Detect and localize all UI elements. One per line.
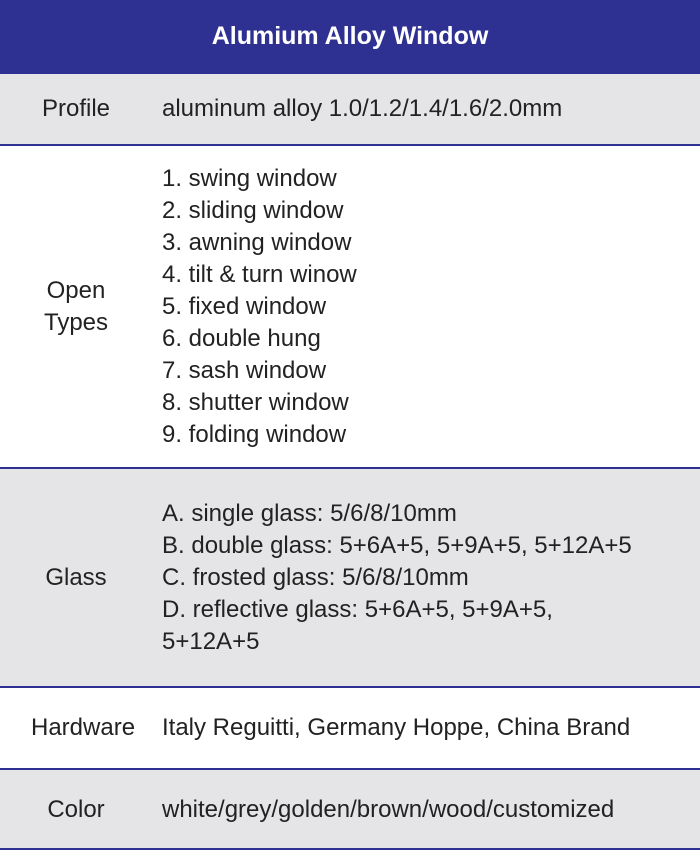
list-item: 4. tilt & turn winow — [162, 260, 357, 288]
list-item: 9. folding window — [162, 420, 347, 448]
row-label — [0, 146, 152, 467]
row-value — [152, 74, 700, 144]
hardware-value: Italy Reguitti, Germany Hoppe, China Brand — [162, 714, 631, 741]
glass-label: Glass — [45, 563, 107, 591]
row-hardware — [0, 688, 700, 770]
list-item: 7. sash window — [162, 356, 327, 384]
row-open-types — [0, 146, 700, 469]
hardware-label: Hardware — [31, 714, 136, 741]
list-item: 1. swing window — [162, 164, 337, 192]
row-value — [152, 469, 700, 686]
row-profile — [0, 74, 700, 146]
list-item: 5. fixed window — [162, 292, 327, 320]
profile-label: Profile — [41, 95, 111, 122]
row-label — [0, 688, 152, 768]
list-item: 2. sliding window — [162, 196, 344, 224]
row-label — [0, 469, 152, 686]
list-item: D. reflective glass: 5+6A+5, 5+9A+5, — [162, 595, 553, 623]
open-types-label: Open Types — [43, 276, 109, 336]
color-value: white/grey/golden/brown/wood/customized — [162, 796, 615, 823]
row-value — [152, 146, 700, 467]
row-value — [152, 688, 700, 768]
row-value — [152, 770, 700, 850]
row-label — [0, 770, 152, 850]
profile-value: aluminum alloy 1.0/1.2/1.4/1.6/2.0mm — [162, 95, 563, 122]
row-glass — [0, 469, 700, 688]
color-label: Color — [47, 796, 105, 823]
list-item: 3. awning window — [162, 228, 352, 256]
list-item: C. frosted glass: 5/6/8/10mm — [162, 563, 469, 591]
list-item: B. double glass: 5+6A+5, 5+9A+5, 5+12A+5 — [162, 531, 632, 559]
row-color — [0, 770, 700, 850]
list-item: 5+12A+5 — [162, 627, 260, 655]
row-label — [0, 74, 152, 144]
table-title: Alumium Alloy Window — [0, 0, 700, 74]
list-item: 8. shutter window — [162, 388, 349, 416]
list-item: A. single glass: 5/6/8/10mm — [162, 499, 457, 527]
list-item: 6. double hung — [162, 324, 321, 352]
